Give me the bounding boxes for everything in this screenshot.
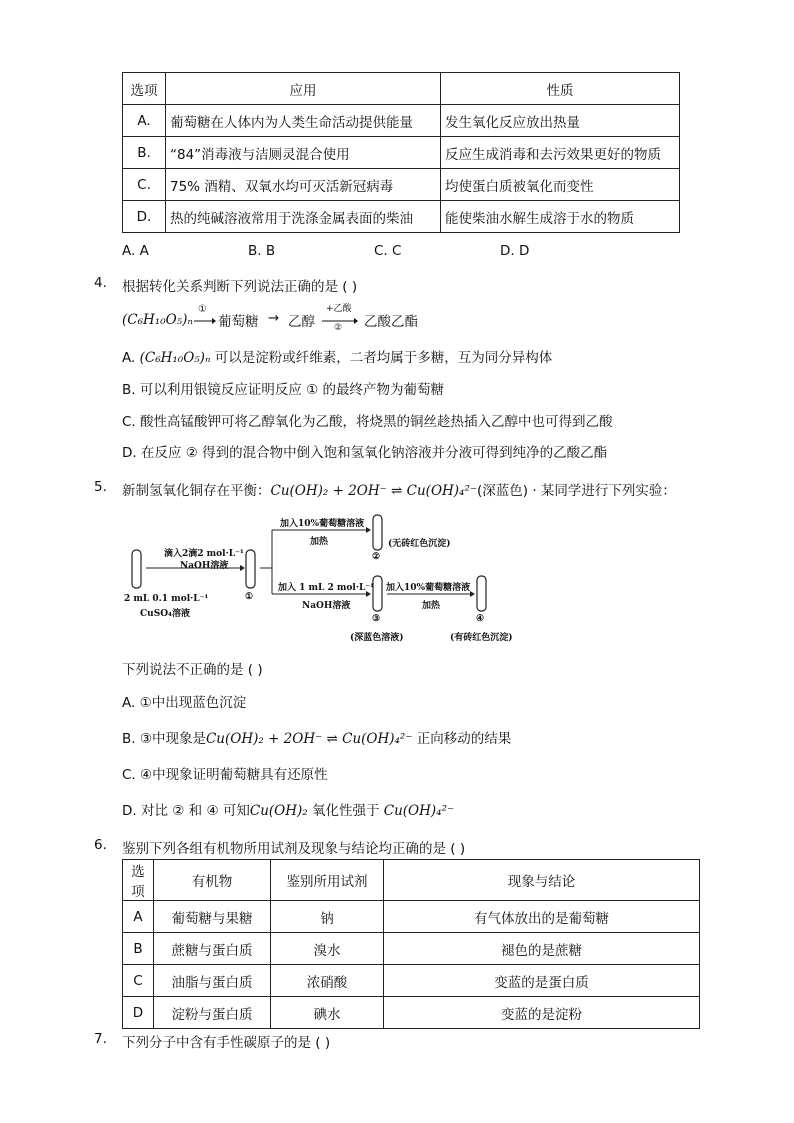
option-text: 酸性高锰酸钾可将乙醇氧化为乙酸，将烧黑的铜丝趁热插入乙醇中也可得到乙酸 xyxy=(140,414,613,430)
table-header-row xyxy=(123,73,680,105)
question-stem: 根据转化关系判断下列说法正确的是 ( ) xyxy=(122,279,358,295)
option-text: ④中现象证明葡萄糖具有还原性 xyxy=(140,767,328,783)
header-cell: 应用 xyxy=(166,73,441,105)
glucose-label: 葡萄糖 xyxy=(218,314,259,330)
table-cell: D xyxy=(123,997,154,1029)
table-cell: “84”消毒液与洁厕灵混合使用 xyxy=(166,137,441,169)
table-cell: 葡萄糖在人体内为人类生命活动提供能量 xyxy=(166,105,441,137)
question-number: 5. xyxy=(94,479,107,495)
table-cell: 褪色的是蔗糖 xyxy=(384,933,700,965)
table-cell: 钠 xyxy=(271,901,384,933)
question-number: 7. xyxy=(94,1031,107,1047)
table-cell: C. xyxy=(123,169,166,201)
arrow-glyph: → xyxy=(268,310,280,326)
ethanol-label: 乙醇 xyxy=(288,314,315,330)
table-row xyxy=(123,105,680,137)
option-formula: Cu(OH)₂ + 2OH⁻ ⇌ Cu(OH)₄²⁻ xyxy=(205,731,413,747)
table-cell: 蔗糖与蛋白质 xyxy=(154,933,271,965)
table-row xyxy=(123,901,700,933)
option-text: 氧化性强于 xyxy=(307,803,384,819)
table-cell: 碘水 xyxy=(271,997,384,1029)
result-note: (无砖红色沉淀) xyxy=(388,539,451,549)
header-cell: 有机物 xyxy=(154,860,271,901)
stem-text: 新制氢氧化铜存在平衡： xyxy=(122,483,271,499)
table-cell: 变蓝的是淀粉 xyxy=(384,997,700,1029)
option-d xyxy=(122,441,607,461)
q6-table xyxy=(122,859,700,1029)
tube-label: ③ xyxy=(372,614,381,624)
table-cell: 热的纯碱溶液常用于洗涤金属表面的柴油 xyxy=(166,201,441,233)
option-prefix: A. xyxy=(122,695,140,711)
question-prompt: 下列说法不正确的是 ( ) xyxy=(122,662,263,678)
option-text: ③中现象是 xyxy=(139,731,206,747)
experiment-diagram xyxy=(122,510,542,644)
step-label: 加入 1 mL 2 mol·L⁻¹ xyxy=(278,583,375,593)
table-cell: 能使柴油水解生成溶于水的物质 xyxy=(441,201,680,233)
option-c xyxy=(122,763,328,783)
option-text: ①中出现蓝色沉淀 xyxy=(139,695,247,711)
question-stem: 下列分子中含有手性碳原子的是 ( ) xyxy=(122,1035,331,1051)
option-formula: (C₆H₁₀O₅)ₙ xyxy=(139,350,211,366)
stem-text: (深蓝色) · 某同学进行下列实验： xyxy=(477,483,676,499)
header-cell: 选项 xyxy=(123,860,154,901)
step2-top-label: +乙酸 xyxy=(326,304,352,314)
option-a xyxy=(122,346,552,366)
table-cell: C xyxy=(123,965,154,997)
table-cell: 溴水 xyxy=(271,933,384,965)
table-cell: 均使蛋白质被氧化而变性 xyxy=(441,169,680,201)
header-cell: 选项 xyxy=(123,73,166,105)
table-row xyxy=(123,201,680,233)
table-header-row xyxy=(123,860,700,901)
option-prefix: A. xyxy=(122,350,140,366)
table-cell: 淀粉与蛋白质 xyxy=(154,997,271,1029)
choice-c: C. C xyxy=(374,243,402,259)
polysaccharide-formula: (C₆H₁₀O₅)ₙ xyxy=(122,312,193,328)
option-formula: Cu(OH)₂ xyxy=(249,803,308,819)
table-cell: A xyxy=(123,901,154,933)
step-label: 加热 xyxy=(422,601,441,611)
choice-a: A. A xyxy=(122,243,149,259)
option-c xyxy=(122,410,613,430)
choice-b: B. B xyxy=(248,243,276,259)
tube-label: ① xyxy=(245,592,254,602)
option-b xyxy=(122,727,511,747)
step-label: NaOH溶液 xyxy=(180,561,229,571)
option-text: 可以利用银镜反应证明反应 ① 的最终产物为葡萄糖 xyxy=(139,382,445,398)
table-cell: B. xyxy=(123,137,166,169)
option-prefix: D. xyxy=(122,445,141,461)
option-text: 可以是淀粉或纤维素，二者均属于多糖，互为同分异构体 xyxy=(210,350,553,366)
tube-label: ④ xyxy=(476,614,485,624)
option-text: 对比 ② 和 ④ 可知 xyxy=(140,803,250,819)
option-formula: Cu(OH)₄²⁻ xyxy=(383,803,455,819)
option-prefix: D. xyxy=(122,803,141,819)
option-prefix: C. xyxy=(122,414,141,430)
table-cell: 反应生成消毒和去污效果更好的物质 xyxy=(441,137,680,169)
table-cell: 有气体放出的是葡萄糖 xyxy=(384,901,700,933)
header-cell: 鉴别所用试剂 xyxy=(271,860,384,901)
table-cell: 油脂与蛋白质 xyxy=(154,965,271,997)
step-label: 加热 xyxy=(310,537,329,547)
question-number: 4. xyxy=(94,275,107,291)
table-row xyxy=(123,997,700,1029)
table-row xyxy=(123,169,680,201)
product-label: 乙酸乙酯 xyxy=(364,314,418,330)
table-cell: A. xyxy=(123,105,166,137)
option-prefix: C. xyxy=(122,767,141,783)
step1-label: ① xyxy=(198,304,207,315)
table-cell: B xyxy=(123,933,154,965)
step-label: 加入10%葡萄糖溶液 xyxy=(386,583,471,593)
question-number: 6. xyxy=(94,837,107,853)
q3-table xyxy=(122,72,680,233)
question-stem: 鉴别下列各组有机物所用试剂及现象与结论均正确的是 ( ) xyxy=(122,841,466,857)
option-b xyxy=(122,378,444,398)
table-cell: 葡萄糖与果糖 xyxy=(154,901,271,933)
option-text: 正向移动的结果 xyxy=(412,731,512,747)
table-row xyxy=(123,965,700,997)
arrow-icon xyxy=(194,318,216,324)
result-note: (有砖红色沉淀) xyxy=(450,633,513,643)
table-row xyxy=(123,137,680,169)
result-note: (深蓝色溶液) xyxy=(350,633,404,643)
option-prefix: B. xyxy=(122,382,140,398)
step2-bottom-label: ② xyxy=(334,323,343,333)
tube-label: ② xyxy=(372,552,381,562)
step-label: 滴入2滴2 mol·L⁻¹ xyxy=(164,549,244,559)
option-a xyxy=(122,691,246,711)
table-cell: 浓硝酸 xyxy=(271,965,384,997)
reaction-scheme xyxy=(122,306,542,336)
question-stem xyxy=(122,479,676,499)
start-solution-label: 2 mL 0.1 mol·L⁻¹ xyxy=(124,594,209,604)
table-cell: D. xyxy=(123,201,166,233)
choice-d: D. D xyxy=(500,243,530,259)
header-cell: 现象与结论 xyxy=(384,860,700,901)
step-label: NaOH溶液 xyxy=(302,601,351,611)
option-text: 在反应 ② 得到的混合物中倒入饱和氢氧化钠溶液并分液可得到纯净的乙酸乙酯 xyxy=(140,445,608,461)
option-prefix: B. xyxy=(122,731,140,747)
table-row xyxy=(123,933,700,965)
step-label: 加入10%葡萄糖溶液 xyxy=(280,519,365,529)
header-cell: 性质 xyxy=(441,73,680,105)
start-solution-label: CuSO₄溶液 xyxy=(140,609,190,619)
table-cell: 75% 酒精、双氧水均可灭活新冠病毒 xyxy=(166,169,441,201)
table-cell: 变蓝的是蛋白质 xyxy=(384,965,700,997)
option-d xyxy=(122,799,454,819)
equilibrium-formula: Cu(OH)₂ + 2OH⁻ ⇌ Cu(OH)₄²⁻ xyxy=(270,483,478,499)
table-cell: 发生氧化反应放出热量 xyxy=(441,105,680,137)
